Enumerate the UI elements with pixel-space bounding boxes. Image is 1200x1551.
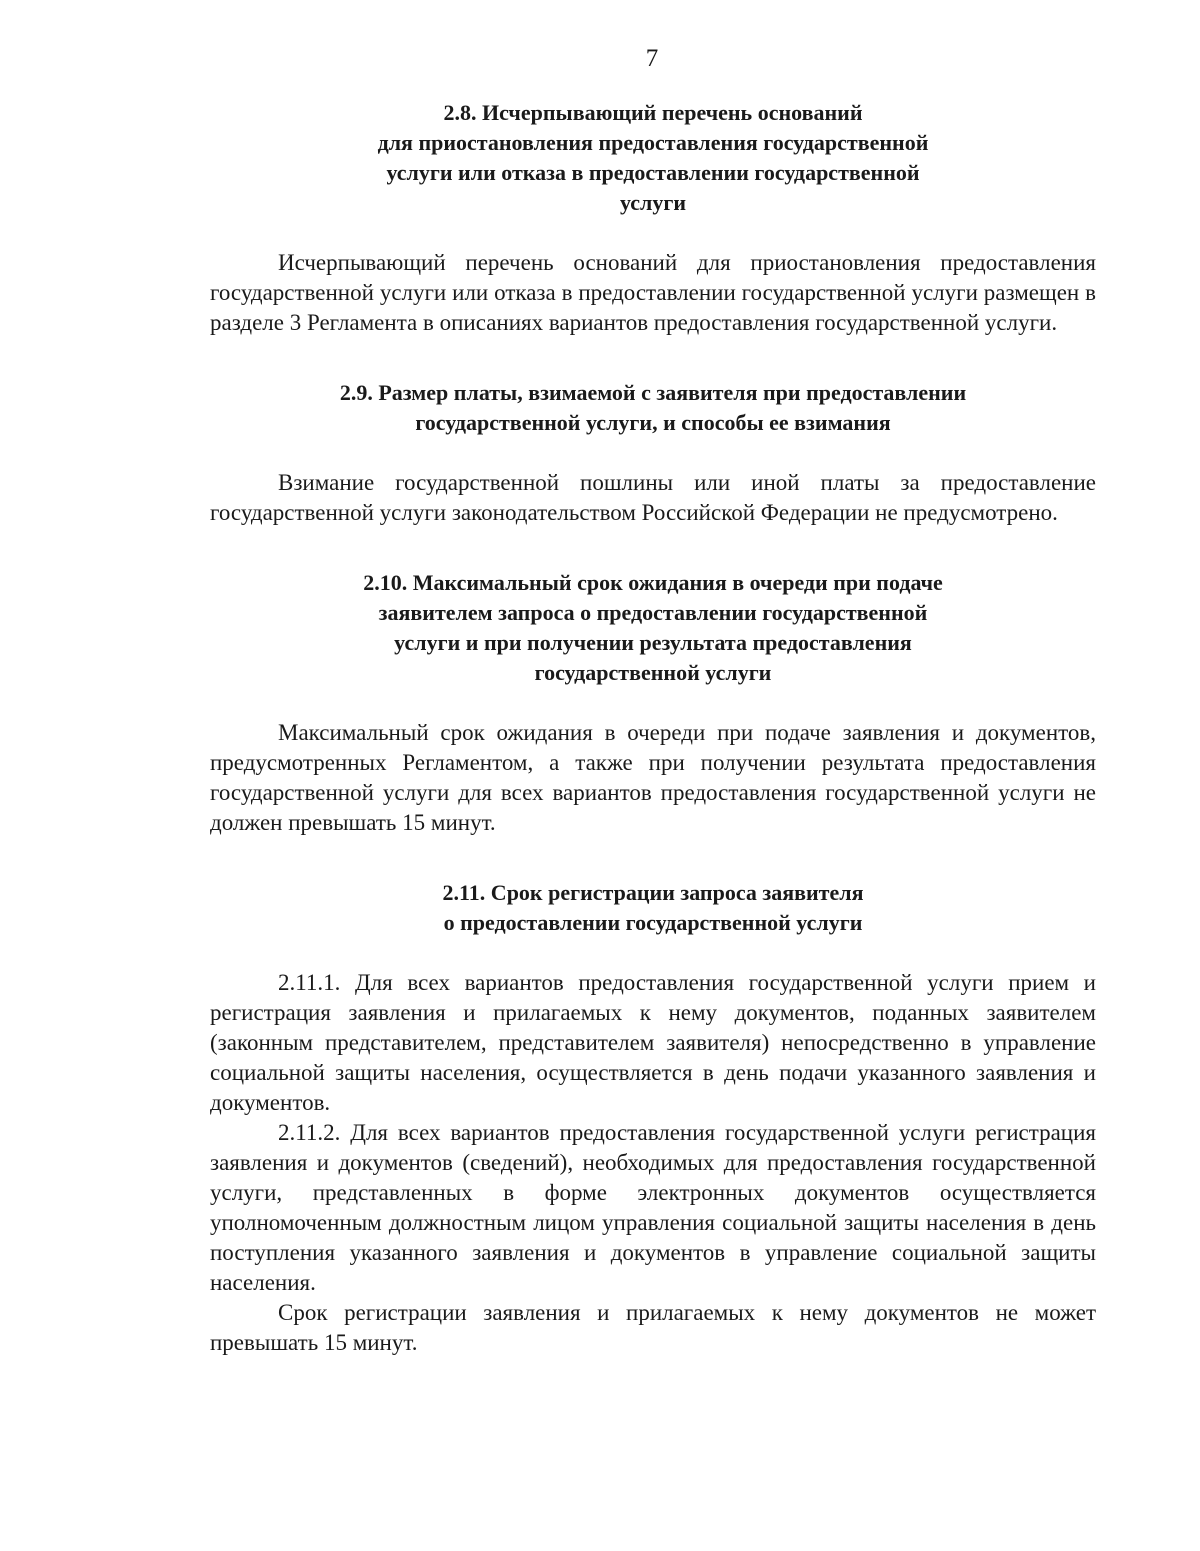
paragraph: Срок регистрации заявления и прилагаемых к нему документов не может превышать 15 минут.	[210, 1300, 1096, 1355]
section-heading	[210, 878, 1096, 938]
heading-line: 2.11. Срок регистрации запроса заявителя	[442, 880, 864, 905]
heading-line: государственной услуги, и способы ее взимания	[415, 410, 891, 435]
section-2-9	[210, 378, 1096, 528]
section-2-8	[210, 98, 1096, 338]
paragraph: Максимальный срок ожидания в очереди при подаче заявления и документов, предусмотренных Регламентом, а также при получении результата предоставления государственной услуги для всех вариантов предоставления государственной услуги не должен превышать 15 минут.	[210, 720, 1096, 835]
heading-line: 2.9. Размер платы, взимаемой с заявителя при предоставлении	[339, 380, 967, 405]
heading-line: услуги	[619, 190, 687, 215]
paragraph: 2.11.1. Для всех вариантов предоставления государственной услуги прием и регистрация заявления и прилагаемых к нему документов, поданных заявителем (законным представителем, представителем заявителя) непосредственно в управление социальной защиты населения, осуществляется в день подачи указанного заявления и документов.	[210, 970, 1096, 1115]
heading-line: государственной услуги	[534, 660, 772, 685]
heading-line: 2.10. Максимальный срок ожидания в очереди при подаче	[363, 570, 943, 595]
paragraph: 2.11.2. Для всех вариантов предоставления государственной услуги регистрация заявления и документов (сведений), необходимых для предоставления государственной услуги, представленных в форме электронных документов осуществляется уполномоченным должностным лицом управления социальной защиты населения в день поступления указанного заявления и документов в управление социальной защиты населения.	[210, 1120, 1096, 1295]
paragraph: Взимание государственной пошлины или иной платы за предоставление государственной услуги законодательством Российской Федерации не предусмотрено.	[210, 470, 1096, 525]
heading-line: 2.8. Исчерпывающий перечень оснований	[443, 100, 863, 125]
section-heading	[210, 98, 1096, 218]
heading-line: для приостановления предоставления государственной	[377, 130, 929, 155]
heading-line: услуги и при получении результата предоставления	[394, 630, 912, 655]
page-number: 7	[645, 45, 659, 72]
heading-line: о предоставлении государственной услуги	[443, 910, 863, 935]
section-2-11	[210, 878, 1096, 1358]
paragraph: Исчерпывающий перечень оснований для приостановления предоставления государственной услуги или отказа в предоставлении государственной услуги размещен в разделе 3 Регламента в описаниях вариантов предоставления государственной услуги.	[210, 250, 1096, 335]
heading-line: заявителем запроса о предоставлении государственной	[378, 600, 928, 625]
section-heading	[210, 568, 1096, 688]
section-heading	[210, 378, 1096, 438]
heading-line: услуги или отказа в предоставлении государственной	[386, 160, 920, 185]
document-body	[210, 98, 1096, 1358]
section-2-10	[210, 568, 1096, 838]
